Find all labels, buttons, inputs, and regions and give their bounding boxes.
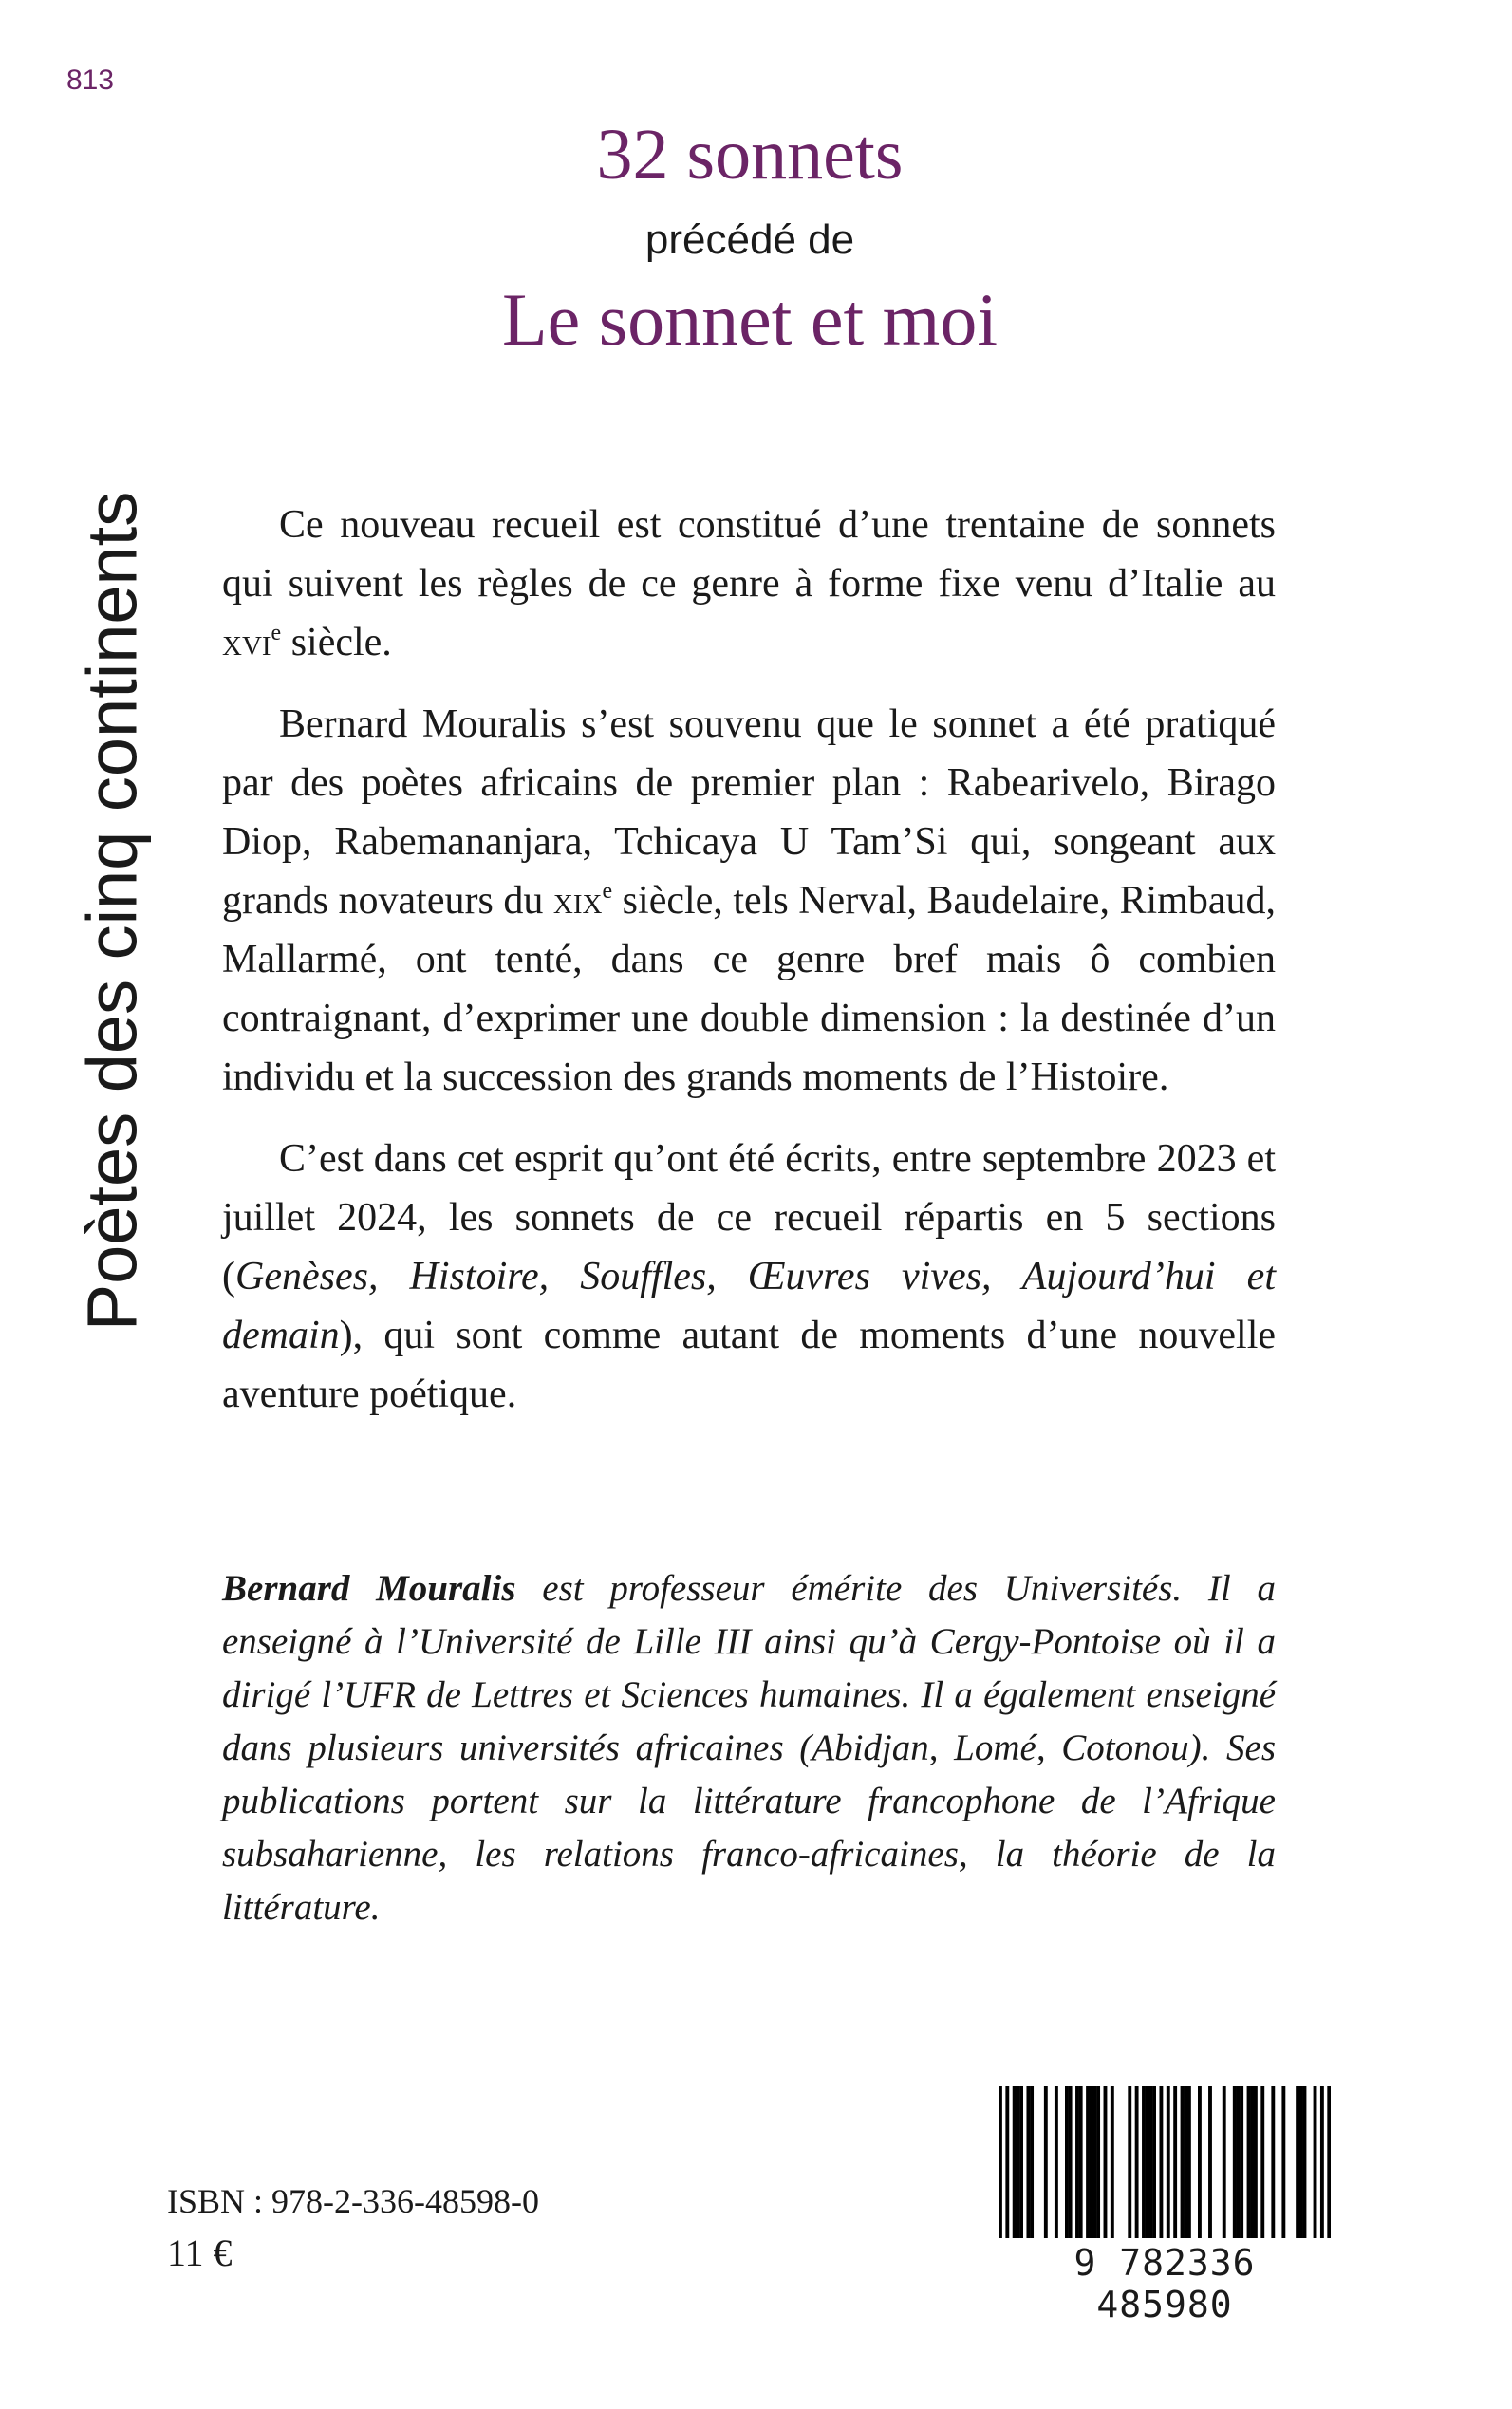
barcode-bar — [1240, 2086, 1243, 2238]
barcode-bar — [1128, 2086, 1131, 2238]
barcode-digits: 9 782336 485980 — [1073, 2242, 1256, 2325]
title-connector: précédé de — [644, 216, 855, 263]
barcode-bar — [1237, 2086, 1241, 2238]
barcode-bar — [1135, 2086, 1139, 2238]
barcode-bar — [1075, 2086, 1079, 2238]
barcode-bar — [1096, 2086, 1100, 2238]
barcode-bar — [1167, 2086, 1170, 2238]
barcode-bar — [1016, 2086, 1019, 2238]
blurb-paragraph-2: Bernard Mouralis s’est souvenu que le sonnet a été pratiqué par des poètes africains de premier plan : Rabearivelo, Birago Diop, Rabemananjara, Tchicaya U Tam’Si qui, songeant aux grands novateurs du xix$^e$ siècle, tels Nerval, Baudelaire, Rimbaud, Mallarmé, ont tenté, dans ce genre bref mais ô combien contraignant, d’exprimer une double dimension : la destinée d’un individu et la succession des grands moments de l’Histoire. — [222, 702, 1276, 1099]
blurb-paragraph-3: C’est dans cet esprit qu’ont été écrits, entre septembre 2023 et juillet 2024, les sonnets de ce recueil répartis en 5 sections (Genèses, Histoire, Souffles, Œuvres vives, Aujourd’hui et demain), qui sont comme autant de moments d’une nouvelle aventure poétique. — [222, 1137, 1276, 1416]
barcode-bar — [1250, 2086, 1254, 2238]
barcode-bar — [1026, 2086, 1030, 2238]
barcode-bar — [1303, 2086, 1307, 2238]
barcode-bar — [1146, 2086, 1149, 2238]
barcode-bar — [1299, 2086, 1303, 2238]
barcode-bar — [1187, 2086, 1191, 2238]
barcode-bar — [1181, 2086, 1185, 2238]
barcode-bar — [1065, 2086, 1069, 2238]
barcode-bar — [1044, 2086, 1048, 2238]
blurb-paragraph-1: Ce nouveau recueil est constitué d’une trentaine de sonnets qui suivent les règles de ce genre à forme fixe venu d’Italie au xvi$^e$ siècle. — [222, 503, 1276, 664]
barcode-bar — [1233, 2086, 1237, 2238]
barcode-bar — [999, 2086, 1002, 2238]
back-cover-blurb — [222, 495, 1276, 1447]
barcode-bar — [1092, 2086, 1096, 2238]
barcode-bar — [1184, 2086, 1187, 2238]
barcode-bar — [1247, 2086, 1251, 2238]
barcode-bar — [1069, 2086, 1073, 2238]
barcode-bar — [1005, 2086, 1009, 2238]
barcode-bar — [1208, 2086, 1212, 2238]
barcode-bar — [1086, 2086, 1090, 2238]
book-title: 32 sonnets — [596, 115, 904, 195]
barcode-bar — [1320, 2086, 1324, 2238]
barcode-bar — [1152, 2086, 1156, 2238]
barcode-bar — [1173, 2086, 1177, 2238]
barcode-bar — [1314, 2086, 1317, 2238]
barcode-bar — [1198, 2086, 1202, 2238]
barcode-bar — [1090, 2086, 1093, 2238]
barcode-bar — [1013, 2086, 1017, 2238]
barcode-bars — [999, 2086, 1331, 2238]
isbn: ISBN : 978-2-336-48598-0 — [167, 2182, 539, 2220]
price: 11 € — [167, 2232, 233, 2274]
author-name: Bernard Mouralis — [222, 1568, 516, 1609]
barcode-bar — [1111, 2086, 1114, 2238]
book-second-title: Le sonnet et moi — [501, 278, 999, 361]
barcode-bar — [1159, 2086, 1163, 2238]
barcode-bar — [1327, 2086, 1331, 2238]
barcode-bar — [1254, 2086, 1258, 2238]
barcode-bar — [1104, 2086, 1108, 2238]
barcode-bar — [1296, 2086, 1299, 2238]
barcode-bar — [1019, 2086, 1023, 2238]
barcode-bar — [1281, 2086, 1285, 2238]
series-number: 813 — [66, 65, 115, 96]
series-title: Poètes des cinq continents — [72, 491, 152, 1332]
barcode-bar — [1079, 2086, 1083, 2238]
barcode-bar — [1148, 2086, 1152, 2238]
barcode-bar — [1055, 2086, 1058, 2238]
barcode-bar — [1223, 2086, 1226, 2238]
barcode-bar — [1030, 2086, 1034, 2238]
barcode-bar — [1271, 2086, 1275, 2238]
barcode-bar — [1260, 2086, 1264, 2238]
author-bio: Bernard Mouralis est professeur émérite des Universités. Il a enseigné à l’Université de Lille III ainsi qu’à Cergy-Pontoise où il a dirigé l’UFR de Lettres et Sciences humaines. Il a également enseigné dans plusieurs universités africaines (Abidjan, Lomé, Cotonou). Ses publications portent sur la littérature francophone de l’Afrique subsaharienne, les relations franco-africaines, la théorie de la littérature. — [222, 1568, 1276, 1928]
barcode-bar — [1142, 2086, 1146, 2238]
